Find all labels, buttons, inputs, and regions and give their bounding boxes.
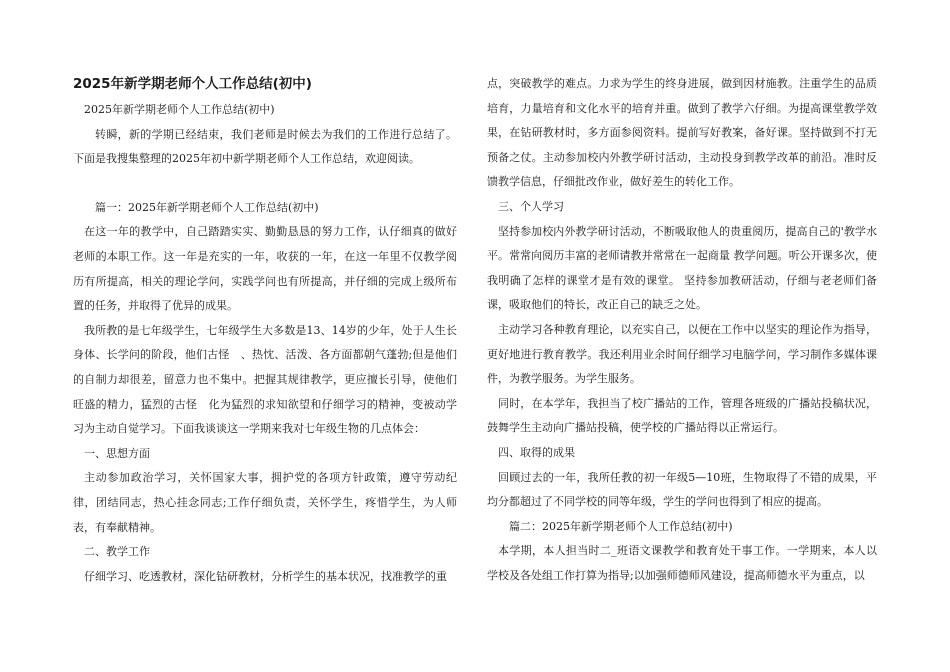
- body-paragraph: 主动参加政治学习，关怀国家大事，拥护党的各项方针政策，遵守劳动纪律，团结同志，热心挂念同志;工作仔细负责，关怀学生，疼惜学生，为人师表，有奉献精神。: [73, 471, 457, 534]
- subtitle-paragraph: 2025年新学期老师个人工作总结(初中): [84, 103, 275, 116]
- heading-teaching: 二、教学工作: [84, 545, 150, 559]
- heading-thought: 一、思想方面: [84, 446, 150, 460]
- document-title: 2025年新学期老师个人工作总结(初中): [73, 76, 312, 92]
- section-heading-part2: 篇二：2025年新学期老师个人工作总结(初中): [509, 519, 733, 533]
- heading-results: 四、取得的成果: [498, 445, 575, 459]
- heading-study: 三、个人学习: [498, 199, 564, 213]
- body-paragraph: 本学期，本人担当时二_班语文课教学和教育处干事工作。一学期来，本人以学校及各处组工作打算为指导;以加强师德师风建设，提高师德水平为重点，以: [487, 544, 877, 582]
- intro-paragraph: 转瞬，新的学期已经结束，我们老师是时候去为我们的工作进行总结了。下面是我搜集整理的2025年初中新学期老师个人工作总结，欢迎阅读。: [73, 127, 457, 166]
- body-paragraph: 在这一年的教学中，自己踏踏实实、勤勤恳恳的努力工作，认仔细真的做好老师的本职工作。这一年是充实的一年，收获的一年，在这一年里不仅教学阅历有所提高，相关的理论学问，实践学问也有所提高，并仔细的完成上级所布置的任务，并取得了优异的成果。: [73, 225, 457, 313]
- left-column: [73, 74, 457, 589]
- right-column: [487, 72, 877, 588]
- body-paragraph: 同时，在本学年，我担当了校广播站的工作，管理各班级的广播站投稿状况，鼓舞学生主动向广播站投稿，使学校的广播站得以正常运行。: [487, 396, 877, 435]
- body-paragraph: 主动学习各种教育理论，以充实自己，以便在工作中以坚实的理论作为指导，更好地进行教育教学。我还利用业余时间仔细学习电脑学问，学习制作多媒体课件，为教学服务。为学生服务。: [487, 322, 877, 386]
- body-paragraph: 仔细学习、吃透教材，深化钻研教材，分析学生的基本状况，找准教学的重: [84, 569, 447, 583]
- section-heading-part1: 篇一：2025年新学期老师个人工作总结(初中): [95, 200, 319, 214]
- body-paragraph: 回顾过去的一年，我所任教的初一年级5—10班，生物取得了不错的成果，平均分都超过了不同学校的同等年级，学生的学问也得到了相应的提高。: [487, 470, 877, 509]
- spacer: [73, 172, 457, 196]
- body-paragraph-continued: 点，突破教学的难点。力求为学生的终身进展，做到因材施教。注重学生的品质培育，力量培育和文化水平的培育并重。做到了教学六仔细。为提高课堂教学效果，在钻研教材时，多方面参阅资料。提前写好教案，备好课。坚持做到不打无预备之仗。主动参加校内外教学研讨活动，主动投身到教学改革的前沿。准时反馈教学信息，仔细批改作业，做好差生的转化工作。: [487, 77, 877, 189]
- body-paragraph: 坚持参加校内外教学研讨活动，不断吸取他人的贵重阅历，提高自己的'教学水平。常常向阅历丰富的老师请教并常常在一起商量 教学问题。听公开课多次，使我明确了怎样的课堂才是有效的课堂。 坚持参加教研活动，仔细与老老师们备课，吸取他们的特长，改正自己的缺乏之处。: [487, 224, 877, 312]
- body-paragraph: 我所教的是七年级学生，七年级学生大多数是13、14岁的少年，处于人生长身体、长学问的阶段，他们古怪 、热忱、活泼、各方面都朝气蓬勃;但是他们的自制力却很差，留意力也不集中。把握其规律教学，更应擅长引导，使他们旺盛的精力，猛烈的古怪 化为猛烈的求知欲望和仔细学习的精神，变被动学习为主动自觉学习。下面我谈谈这一学期来我对七年级生物的几点体会：: [73, 323, 457, 436]
